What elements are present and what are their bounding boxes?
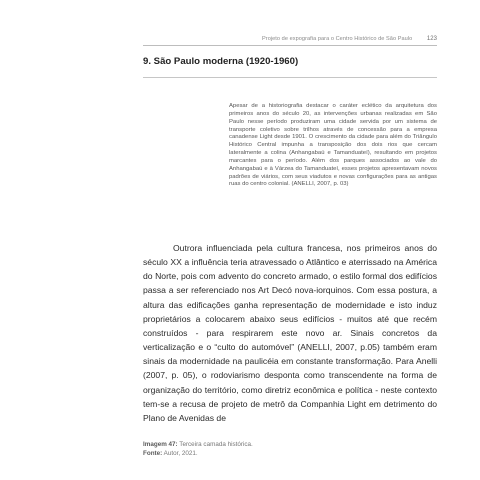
header-divider [143, 45, 437, 46]
caption-image-label: Imagem 47: [143, 441, 178, 448]
running-title: Projeto de expografia para o Centro Histórico de São Paulo [262, 36, 413, 42]
caption-source-text: Autor, 2021. [162, 449, 198, 457]
body-paragraph: Outrora influenciada pela cultura francesa, nos primeiros anos do século XX a influência teria atravessado o Atlântico e aterrissado na América do Norte, pois com advento do concreto armado, o estilo formal dos edifícios passa a ser referenciado nos Art Decó nova-iorquinos. Com essa postura, a altura das edificações ganha representação de modernidade e isto induz proprietários a colocarem abaixo seus edifícios - muitos até que recém construídos - para respirarem este novo ar. Sinais concretos da verticalização e o “culto do automóvel” (ANELLI, 2007, p.05) também eram sinais da modernidade na paulicéia em constante transformação. Para Anelli (2007, p. 05), o rodoviarismo desponta como transcendente na forma de organização do território, como diretriz econômica e política - neste contexto tem-se a recusa de projeto de metrô da Companhia Light em detrimento do Plano de Avenidas de [143, 243, 437, 423]
figure-caption [143, 441, 437, 458]
title-divider [143, 77, 437, 78]
epigraph-quote: Apesar de a historiografia destacar o caráter eclético da arquitetura dos primeiros anos do século 20, as intervenções urbanas realizadas em São Paulo nesse período produziram uma cidade servida por um sistema de transporte coletivo sobre trilhos através de concessão para a empresa canadense Light desde 1901. O crescimento da cidade para além do Triângulo Histórico Central impunha a transposição dos dois rios que cercam lateralmente a colina (Anhangabaú e Tamanduateí), resultando em projetos marcantes para o período. Além dos parques associados ao vale do Anhangabaú e à Várzea do Tamanduateí, esses projetos apresentavam novos padrões de viários, com seus viadutos e novas configurações para as antigas ruas do centro colonial. (ANELLI, 2007, p. 03) [229, 103, 437, 188]
caption-source-line [143, 450, 437, 459]
caption-source-label: Fonte: [143, 449, 163, 457]
caption-image-line [143, 441, 437, 450]
page-number: 123 [426, 36, 437, 42]
section-title: 9. São Paulo moderna (1920-1960) [143, 56, 299, 67]
caption-image-text: Terceira camada histórica. [177, 441, 253, 448]
